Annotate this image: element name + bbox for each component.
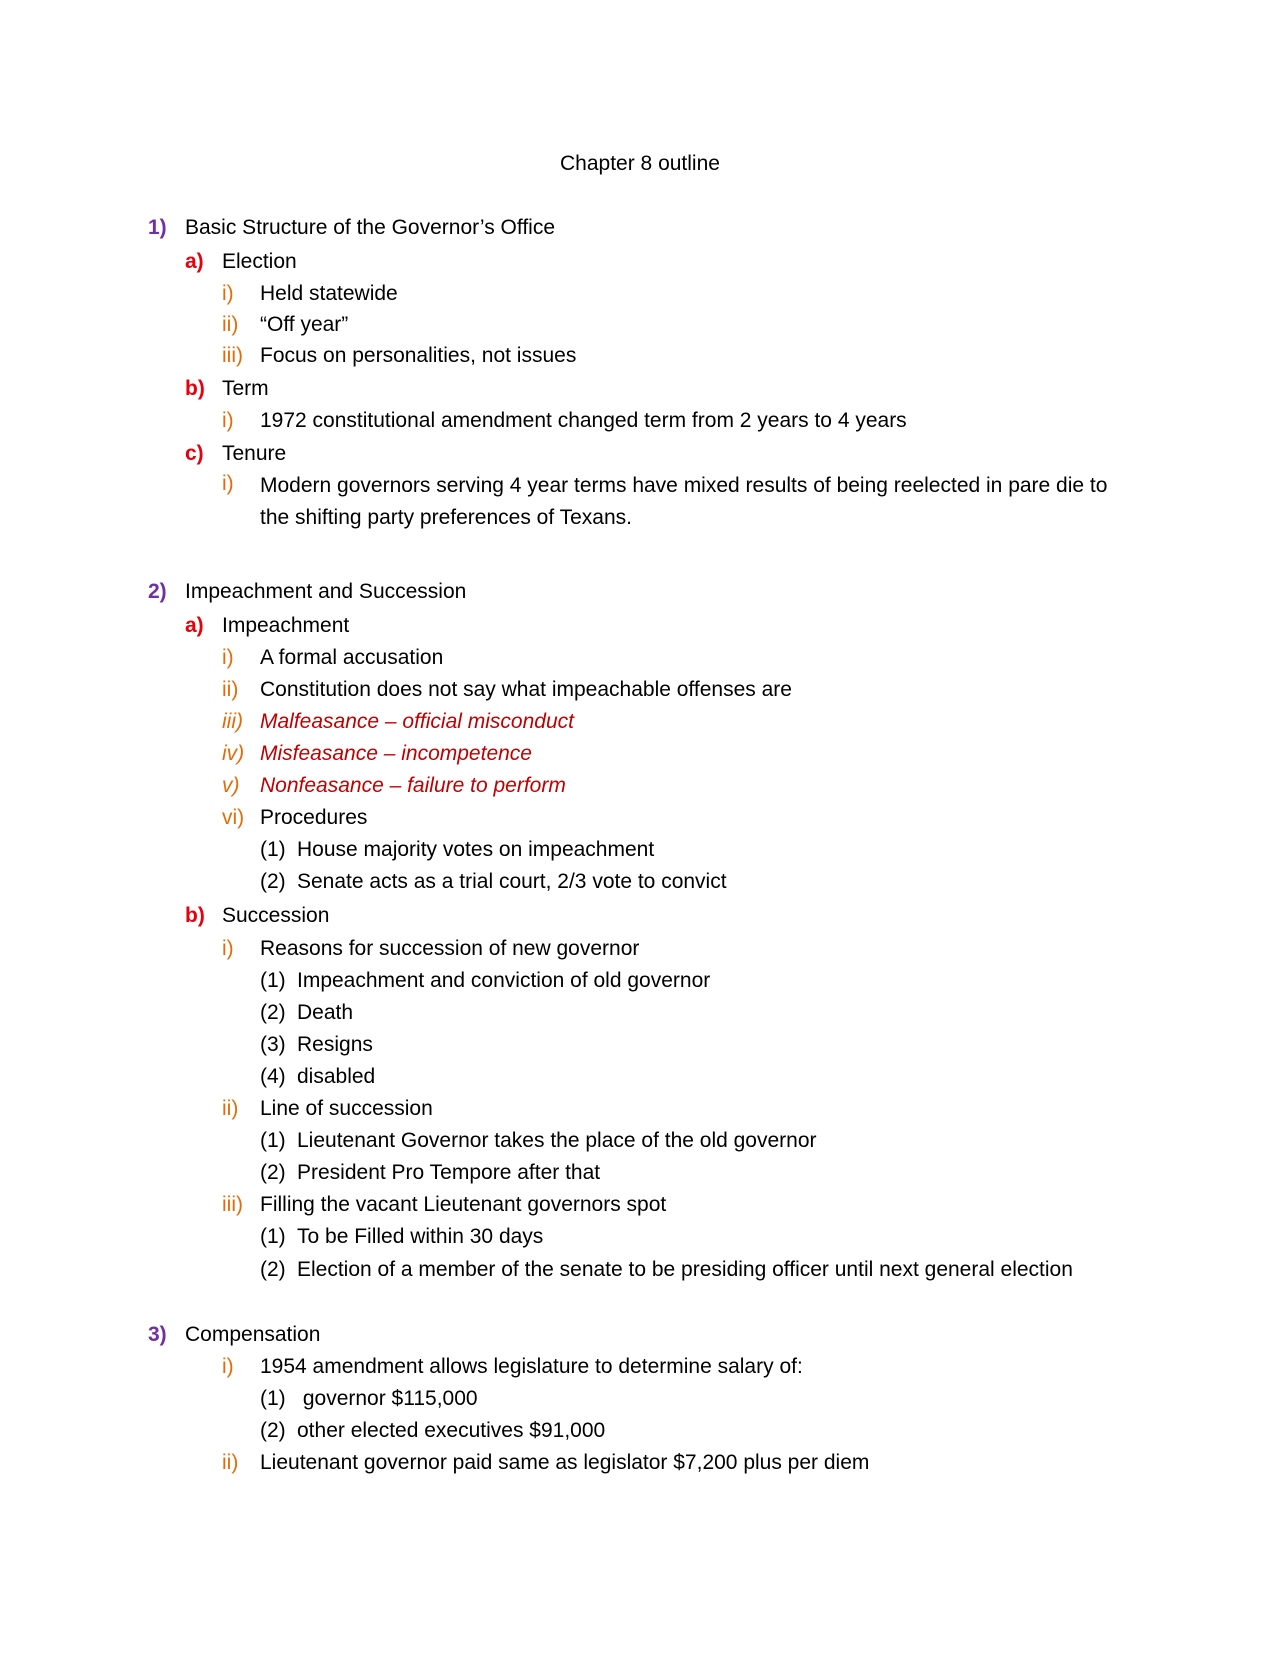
subsection-label: Term xyxy=(222,377,269,400)
subsection-marker: b) xyxy=(185,904,205,927)
item-marker: v) xyxy=(222,774,240,797)
item-text: Lieutenant governor paid same as legislator $7,200 plus per diem xyxy=(260,1451,870,1474)
item-marker: i) xyxy=(222,937,234,960)
item-text: Focus on personalities, not issues xyxy=(260,344,577,367)
item-marker: iii) xyxy=(222,710,243,733)
item-text: Impeachment and conviction of old governor xyxy=(297,969,711,992)
item-marker: (2) xyxy=(260,1258,286,1281)
item-marker: (2) xyxy=(260,1161,286,1184)
item-marker: (2) xyxy=(260,870,286,893)
subsection-label: Tenure xyxy=(222,442,287,465)
item-marker: (1) xyxy=(260,838,286,861)
item-text: Death xyxy=(297,1001,354,1024)
item-marker: i) xyxy=(222,1355,234,1378)
item-marker: (1) xyxy=(260,969,286,992)
item-text: Modern governors serving 4 year terms have mixed results of being reelected in pare die to the shifting party preferences of Texans. xyxy=(260,474,1108,529)
item-text: Reasons for succession of new governor xyxy=(260,937,640,960)
item-text: Line of succession xyxy=(260,1097,433,1120)
item-marker: (1) xyxy=(260,1129,286,1152)
item-marker: i) xyxy=(222,646,234,669)
item-text: Election of a member of the senate to be presiding officer until next general election xyxy=(297,1258,1073,1281)
subsection-label: Succession xyxy=(222,904,330,927)
item-marker: ii) xyxy=(222,313,239,336)
item-text: A formal accusation xyxy=(260,646,444,669)
subsection-marker: a) xyxy=(185,614,204,637)
item-text: Senate acts as a trial court, 2/3 vote to convict xyxy=(297,870,727,893)
item-text: To be Filled within 30 days xyxy=(297,1225,544,1248)
section-number: 2) xyxy=(148,580,167,603)
item-marker: ii) xyxy=(222,1097,239,1120)
item-marker: (2) xyxy=(260,1001,286,1024)
section-number: 3) xyxy=(148,1323,167,1346)
item-marker: i) xyxy=(222,409,234,432)
item-text: Procedures xyxy=(260,806,368,829)
item-text: disabled xyxy=(297,1065,376,1088)
item-marker: i) xyxy=(222,472,234,495)
section-number: 1) xyxy=(148,216,167,239)
item-text: Held statewide xyxy=(260,282,398,305)
item-marker: iii) xyxy=(222,1193,243,1216)
item-text: Lieutenant Governor takes the place of the old governor xyxy=(297,1129,817,1152)
item-marker: vi) xyxy=(222,806,245,829)
item-marker: ii) xyxy=(222,1451,239,1474)
item-marker: i) xyxy=(222,282,234,305)
item-marker: (1) xyxy=(260,1387,286,1410)
item-text: House majority votes on impeachment xyxy=(297,838,655,861)
item-marker: iv) xyxy=(222,742,245,765)
section-heading: Compensation xyxy=(185,1323,321,1346)
item-text: Constitution does not say what impeachable offenses are xyxy=(260,678,792,701)
subsection-label: Impeachment xyxy=(222,614,350,637)
item-text: “Off year” xyxy=(260,313,349,336)
item-text: Filling the vacant Lieutenant governors spot xyxy=(260,1193,667,1216)
subsection-marker: c) xyxy=(185,442,204,465)
item-marker: (1) xyxy=(260,1225,286,1248)
subsection-label: Election xyxy=(222,250,297,273)
item-text: Nonfeasance – failure to perform xyxy=(260,774,566,797)
item-marker: (3) xyxy=(260,1033,286,1056)
item-text: governor $115,000 xyxy=(297,1387,478,1410)
item-text: President Pro Tempore after that xyxy=(297,1161,601,1184)
subsection-marker: b) xyxy=(185,377,205,400)
page-title: Chapter 8 outline xyxy=(560,152,720,175)
item-marker: (2) xyxy=(260,1419,286,1442)
item-marker: (4) xyxy=(260,1065,286,1088)
subsection-marker: a) xyxy=(185,250,204,273)
item-text: 1954 amendment allows legislature to determine salary of: xyxy=(260,1355,803,1378)
item-marker: ii) xyxy=(222,678,239,701)
section-heading: Basic Structure of the Governor’s Office xyxy=(185,216,556,239)
item-text: Resigns xyxy=(297,1033,373,1056)
item-text: 1972 constitutional amendment changed term from 2 years to 4 years xyxy=(260,409,907,432)
item-text: other elected executives $91,000 xyxy=(297,1419,606,1442)
item-marker: iii) xyxy=(222,344,243,367)
section-heading: Impeachment and Succession xyxy=(185,580,467,603)
item-text: Misfeasance – incompetence xyxy=(260,742,532,765)
item-text: Malfeasance – official misconduct xyxy=(260,710,574,733)
